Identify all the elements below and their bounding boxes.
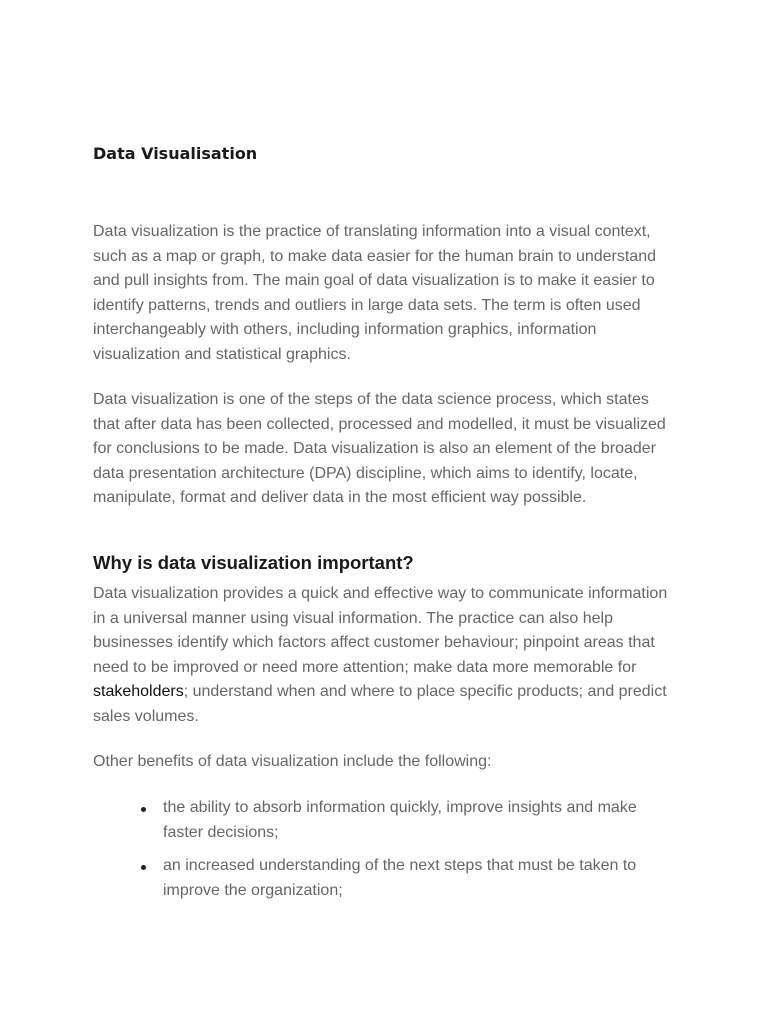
list-item: [135, 796, 675, 845]
paragraph-definition: Data visualization is the practice of translating information into a visual context, such as a map or graph, to make data easier for the human brain to understand and pull insights from. The main goal of data visualization is to make it easier to identify patterns, trends and outliers in large data sets. The term is often used interchangeably with others, including information graphics, information visualization and statistical graphics.: [93, 223, 656, 363]
paragraph-importance-text-end: ; understand when and where to place specific products; and predict sales volumes.: [93, 683, 667, 725]
section-heading-importance: Why is data visualization important?: [93, 552, 414, 573]
document-title: Data Visualisation: [93, 144, 258, 163]
stakeholders-link[interactable]: stakeholders: [93, 683, 184, 700]
list-item: [135, 854, 675, 903]
paragraph-benefits-intro: Other benefits of data visualization include the following:: [93, 753, 492, 770]
list-item-text: an increased understanding of the next steps that must be taken to improve the organization;: [163, 857, 637, 899]
bullet-icon: [141, 807, 146, 812]
benefits-list: [135, 796, 675, 912]
paragraph-importance-text-start: Data visualization provides a quick and effective way to communicate information in a universal manner using visual information. The practice can also help businesses identify which factors affect customer behaviour; pinpoint areas that need to be improved or need more attention; make data more memorable for: [93, 585, 668, 676]
paragraph-process: Data visualization is one of the steps of the data science process, which states that after data has been collected, processed and modelled, it must be visualized for conclusions to be made. Data visualization is also an element of the broader data presentation architecture (DPA) discipline, which aims to identify, locate, manipulate, format and deliver data in the most efficient way possible.: [93, 391, 666, 506]
bullet-icon: [141, 865, 146, 870]
paragraph-importance: [93, 582, 678, 729]
list-item-text: the ability to absorb information quickly, improve insights and make faster decisions;: [163, 799, 637, 841]
